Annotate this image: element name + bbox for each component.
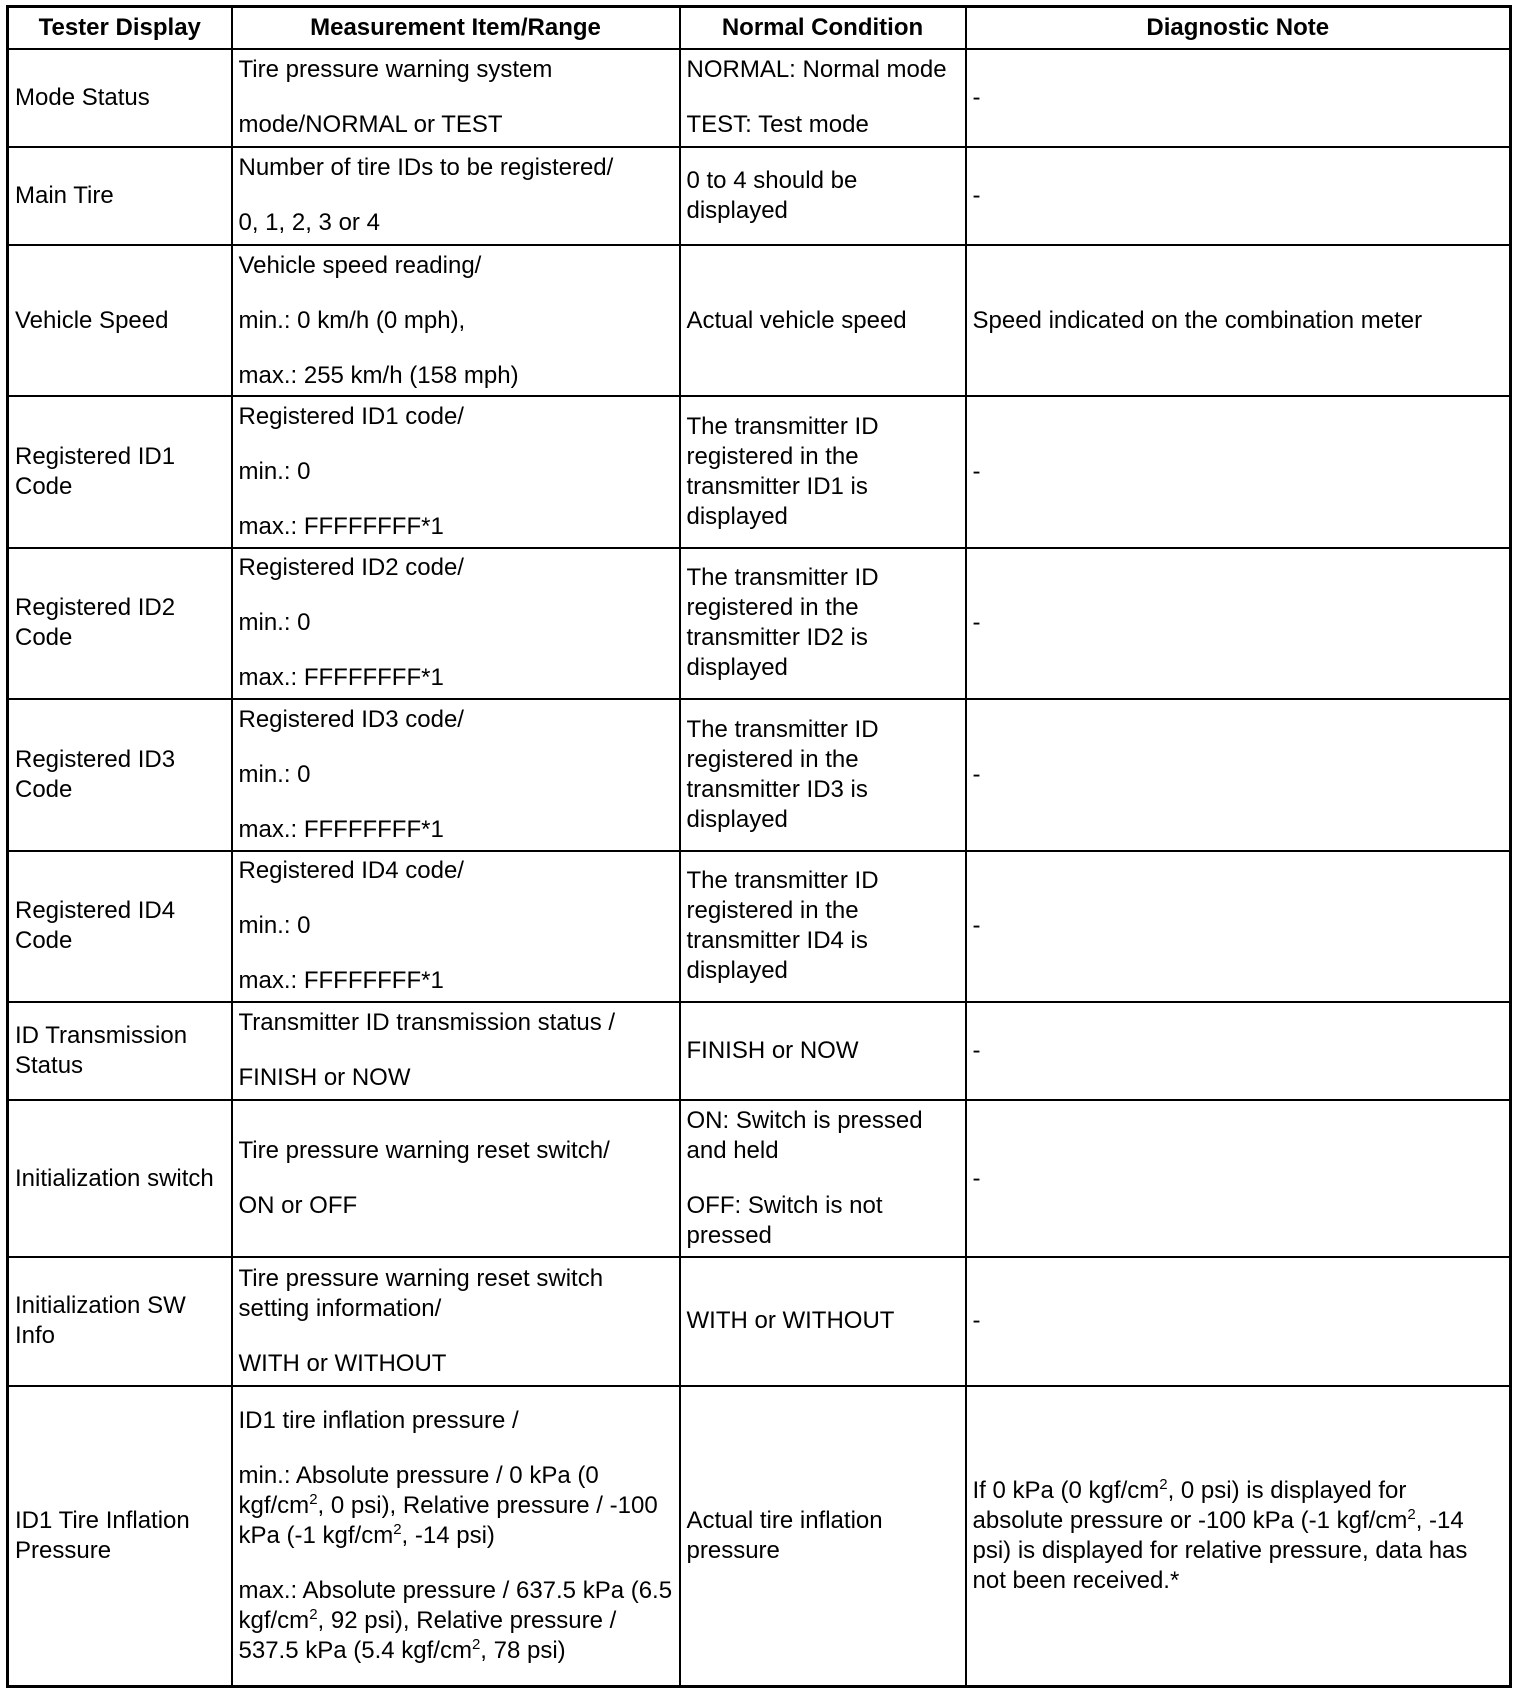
tester-display-cell: Mode Status	[8, 49, 232, 147]
table-row	[8, 1257, 1511, 1385]
normal-condition-line: WITH or WITHOUT	[686, 1307, 895, 1335]
tester-display-cell: Vehicle Speed	[8, 245, 232, 396]
diagnostic-note-cell: -	[966, 1002, 1511, 1100]
measurement-line: min.: 0	[238, 912, 311, 940]
header-tester-display: Tester Display	[8, 7, 232, 50]
measurement-cell	[232, 147, 680, 245]
normal-condition-cell	[680, 1002, 966, 1100]
header-row	[8, 7, 1511, 50]
measurement-line: Transmitter ID transmission status /	[238, 1009, 616, 1037]
measurement-line: Registered ID3 code/	[238, 705, 464, 733]
measurement-cell	[232, 245, 680, 396]
normal-condition-line: Actual tire inflation pressure	[686, 1506, 883, 1564]
diagnostic-note-cell: -	[966, 147, 1511, 245]
measurement-line: min.: 0	[238, 457, 311, 485]
measurement-cell	[232, 49, 680, 147]
table-row	[8, 548, 1511, 699]
table-row	[8, 49, 1511, 147]
tester-display-cell: Registered ID2 Code	[8, 548, 232, 699]
table-row	[8, 147, 1511, 245]
measurement-line: Registered ID1 code/	[238, 402, 464, 430]
table-row	[8, 396, 1511, 547]
measurement-line: max.: Absolute pressure / 637.5 kPa (6.5 kgf/$cm^2$, 92 psi), Relative pressure / 537.5 kPa (5.4 kgf/$cm^2$, 78 psi)	[238, 1576, 673, 1664]
table-row	[8, 699, 1511, 850]
measurement-cell	[232, 396, 680, 547]
measurement-line: max.: FFFFFFFF*1	[238, 512, 444, 540]
data-list-table	[6, 5, 1512, 1688]
header-diagnostic-note: Diagnostic Note	[966, 7, 1511, 50]
table-row	[8, 1386, 1511, 1687]
normal-condition-line: The transmitter ID registered in the transmitter ID4 is displayed	[686, 867, 879, 985]
measurement-line: min.: 0	[238, 760, 311, 788]
normal-condition-line: OFF: Switch is not pressed	[686, 1192, 883, 1250]
normal-condition-cell	[680, 1257, 966, 1385]
tester-display-cell: Main Tire	[8, 147, 232, 245]
tester-display-cell: Initialization switch	[8, 1100, 232, 1257]
table-row	[8, 1100, 1511, 1257]
measurement-line: Tire pressure warning reset switch/	[238, 1137, 610, 1165]
tester-display-cell: Registered ID1 Code	[8, 396, 232, 547]
diagnostic-note-cell: -	[966, 548, 1511, 699]
measurement-line: max.: 255 km/h (158 mph)	[238, 361, 519, 389]
measurement-line: Registered ID4 code/	[238, 857, 464, 885]
tester-display-cell: ID Transmission Status	[8, 1002, 232, 1100]
diagnostic-note-cell: -	[966, 396, 1511, 547]
normal-condition-cell	[680, 49, 966, 147]
measurement-cell	[232, 851, 680, 1002]
measurement-line: min.: 0	[238, 609, 311, 637]
measurement-cell	[232, 548, 680, 699]
table-row	[8, 1002, 1511, 1100]
measurement-line: min.: 0 km/h (0 mph),	[238, 306, 466, 334]
measurement-cell	[232, 1100, 680, 1257]
measurement-cell	[232, 699, 680, 850]
table-row	[8, 245, 1511, 396]
header-normal-condition: Normal Condition	[680, 7, 966, 50]
normal-condition-line: FINISH or NOW	[686, 1036, 859, 1064]
diagnostic-note-cell: -	[966, 49, 1511, 147]
measurement-cell	[232, 1257, 680, 1385]
normal-condition-cell	[680, 396, 966, 547]
table-body	[8, 49, 1511, 1687]
measurement-line: Registered ID2 code/	[238, 554, 464, 582]
normal-condition-line: 0 to 4 should be displayed	[686, 166, 858, 224]
normal-condition-line: The transmitter ID registered in the transmitter ID2 is displayed	[686, 564, 879, 682]
diagnostic-note-cell: -	[966, 699, 1511, 850]
normal-condition-cell	[680, 548, 966, 699]
normal-condition-cell	[680, 851, 966, 1002]
diagnostic-note-cell: -	[966, 1100, 1511, 1257]
measurement-line: mode/NORMAL or TEST	[238, 111, 503, 139]
measurement-line: ON or OFF	[238, 1192, 358, 1220]
normal-condition-cell	[680, 699, 966, 850]
normal-condition-cell	[680, 1386, 966, 1687]
normal-condition-line: NORMAL: Normal mode	[686, 56, 947, 84]
measurement-line: Tire pressure warning reset switch setting information/	[238, 1264, 604, 1322]
normal-condition-cell	[680, 1100, 966, 1257]
header-measurement: Measurement Item/Range	[232, 7, 680, 50]
measurement-line: max.: FFFFFFFF*1	[238, 815, 444, 843]
measurement-line: WITH or WITHOUT	[238, 1349, 447, 1377]
measurement-line: ID1 tire inflation pressure /	[238, 1406, 519, 1434]
measurement-line: FINISH or NOW	[238, 1064, 411, 1092]
measurement-line: 0, 1, 2, 3 or 4	[238, 209, 380, 237]
tester-display-cell: Initialization SW Info	[8, 1257, 232, 1385]
diagnostic-note-cell: If 0 kPa (0 kgf/$cm^2$, 0 psi) is displayed for absolute pressure or -100 kPa (-1 kgf/$cm^2$, -14 psi) is displayed for relative pressure, data has not been received.*	[966, 1386, 1511, 1687]
normal-condition-line: ON: Switch is pressed and held	[686, 1107, 923, 1165]
measurement-cell	[232, 1386, 680, 1687]
measurement-line: Number of tire IDs to be registered/	[238, 154, 614, 182]
measurement-line: max.: FFFFFFFF*1	[238, 664, 444, 692]
normal-condition-cell	[680, 147, 966, 245]
diagnostic-note-cell: -	[966, 1257, 1511, 1385]
normal-condition-line: TEST: Test mode	[686, 111, 869, 139]
measurement-line: max.: FFFFFFFF*1	[238, 967, 444, 995]
table-row	[8, 851, 1511, 1002]
measurement-line: Vehicle speed reading/	[238, 251, 482, 279]
normal-condition-cell	[680, 245, 966, 396]
diagnostic-note-cell: -	[966, 851, 1511, 1002]
measurement-line: Tire pressure warning system	[238, 56, 553, 84]
tester-display-cell: ID1 Tire Inflation Pressure	[8, 1386, 232, 1687]
measurement-cell	[232, 1002, 680, 1100]
normal-condition-line: The transmitter ID registered in the transmitter ID1 is displayed	[686, 412, 879, 530]
normal-condition-line: Actual vehicle speed	[686, 306, 907, 334]
diagnostic-note-cell: Speed indicated on the combination meter	[966, 245, 1511, 396]
normal-condition-line: The transmitter ID registered in the transmitter ID3 is displayed	[686, 715, 879, 833]
measurement-line: min.: Absolute pressure / 0 kPa (0 kgf/$cm^2$, 0 psi), Relative pressure / -100 kPa (-1 kgf/$cm^2$, -14 psi)	[238, 1461, 658, 1549]
tester-display-cell: Registered ID4 Code	[8, 851, 232, 1002]
tester-display-cell: Registered ID3 Code	[8, 699, 232, 850]
